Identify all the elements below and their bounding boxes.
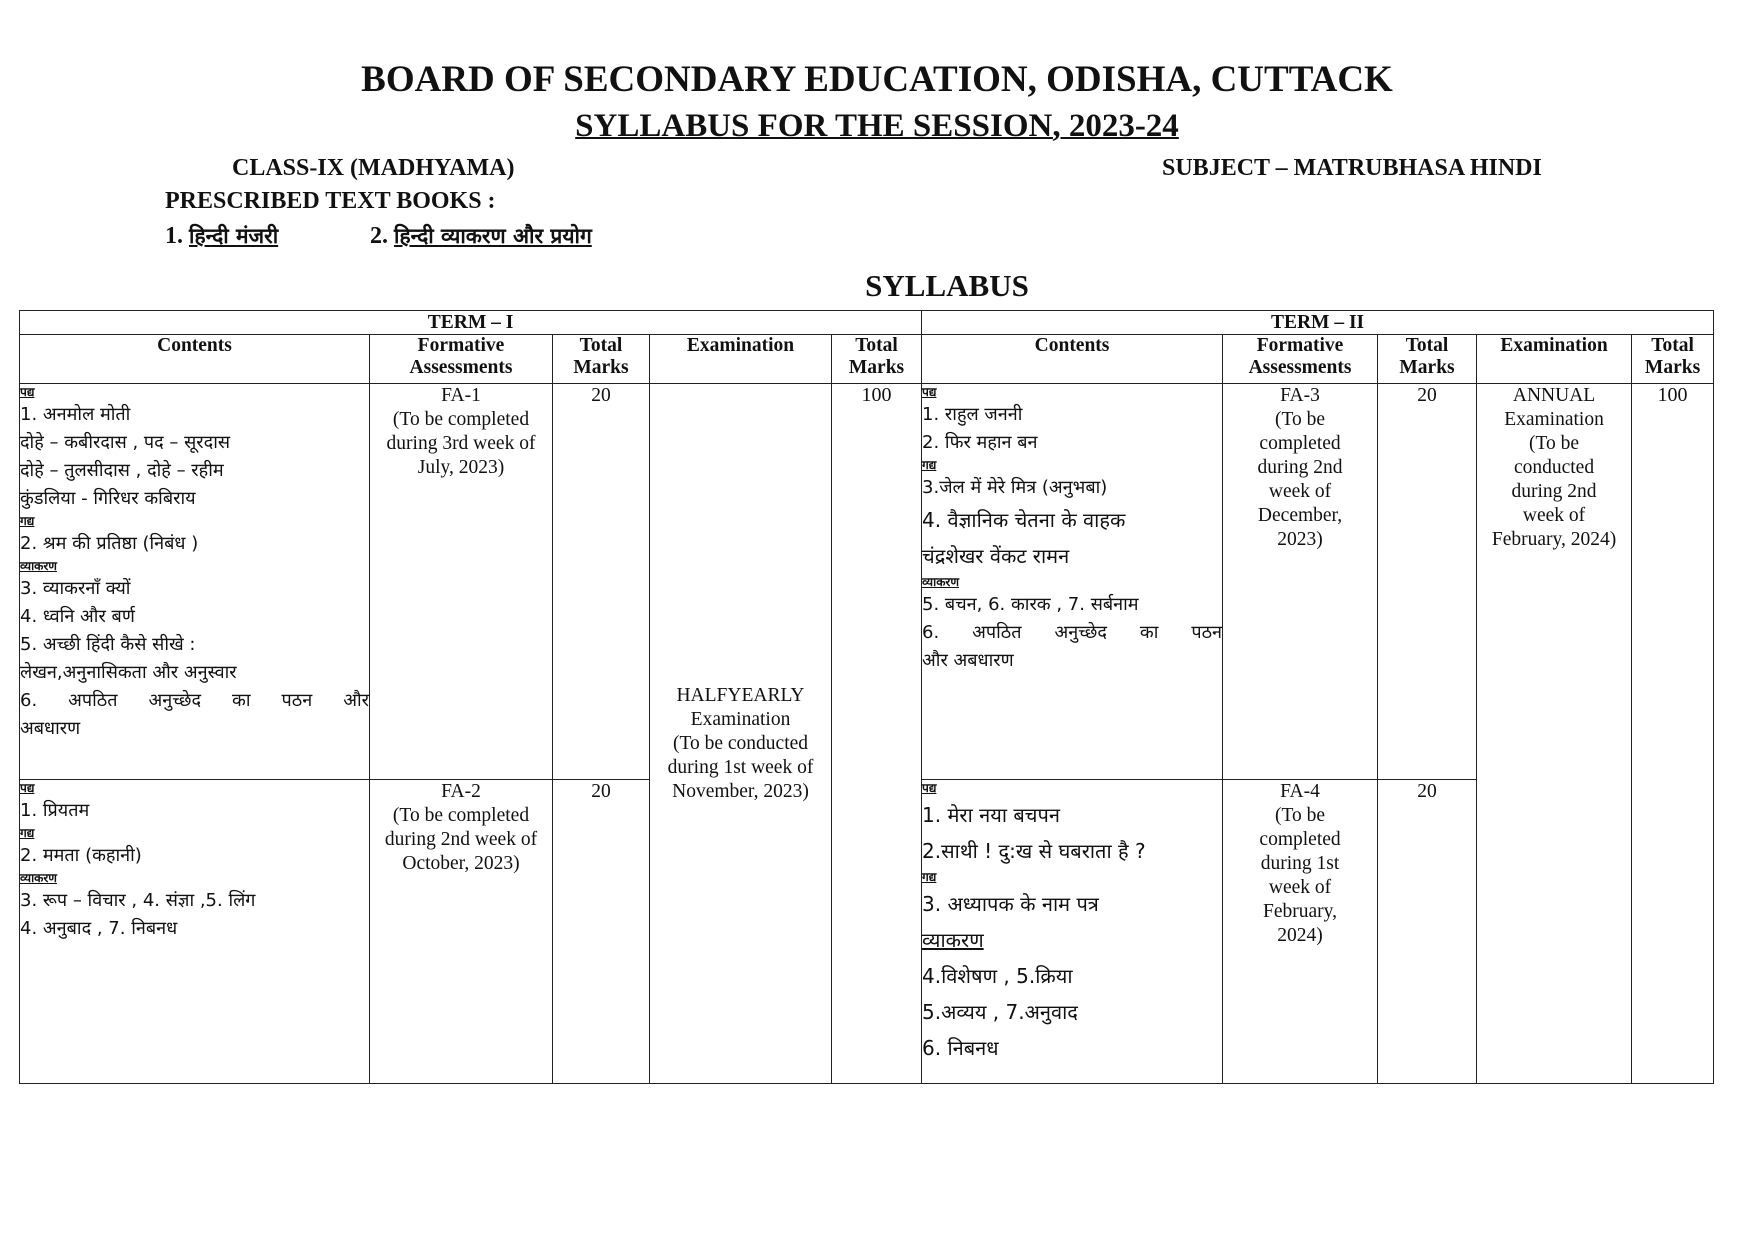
prescribed-books-label: PRESCRIBED TEXT BOOKS : bbox=[165, 188, 496, 214]
col-fa-header bbox=[1223, 335, 1378, 384]
term-2-header: TERM – II bbox=[922, 311, 1714, 335]
syllabus-item: 1. प्रियतम bbox=[20, 800, 90, 821]
section-heading: पद्य bbox=[922, 781, 937, 795]
header-line: Marks bbox=[1644, 357, 1701, 378]
syllabus-item: 6. निबनध bbox=[922, 1036, 999, 1060]
fa-cell bbox=[370, 780, 553, 1084]
section-heading: गद्य bbox=[20, 826, 35, 840]
syllabus-item: व्याकरण bbox=[922, 928, 984, 952]
header-line: Marks bbox=[573, 357, 629, 378]
syllabus-item: 2. श्रम की प्रतिष्ठा (निबंध ) bbox=[20, 533, 199, 554]
fa-description: (To be completed during 1st week of February, 2024) bbox=[1259, 805, 1341, 946]
header-line: Total bbox=[1651, 335, 1694, 356]
board-title: BOARD OF SECONDARY EDUCATION, ODISHA, CUTTACK bbox=[361, 59, 1393, 100]
syllabus-item: 3. व्याकरनाँ क्यों bbox=[20, 578, 131, 599]
section-heading: व्याकरण bbox=[20, 559, 57, 573]
textbook-1 bbox=[165, 222, 278, 250]
col-fa-header bbox=[370, 335, 553, 384]
syllabus-item: चंद्रशेखर वेंकट रामन bbox=[922, 544, 1070, 568]
header-line: Marks bbox=[848, 357, 905, 378]
section-heading: पद्य bbox=[20, 385, 35, 399]
header-line: Formative bbox=[1256, 335, 1344, 356]
section-heading: पद्य bbox=[20, 781, 35, 795]
term2-contents-cell bbox=[922, 780, 1223, 1084]
section-heading: गद्य bbox=[922, 870, 937, 884]
header-line: Marks bbox=[1399, 357, 1455, 378]
exam-cell bbox=[650, 384, 832, 1084]
syllabus-item: अबधारण bbox=[20, 718, 81, 739]
fa-description: (To be completed during 2nd week of October, 2023) bbox=[384, 805, 538, 874]
fa-name: FA-2 bbox=[441, 781, 481, 802]
syllabus-item: 1. राहुल जननी bbox=[922, 404, 1023, 425]
session-title-text: SYLLABUS FOR THE SESSION, 2023-24 bbox=[575, 108, 1179, 144]
term1-contents-cell bbox=[20, 384, 370, 780]
col-contents-header: Contents bbox=[20, 335, 370, 384]
syllabus-item: 3.जेल में मेरे मित्र (अनुभबा) bbox=[922, 477, 1108, 498]
syllabus-item: 5. बचन, 6. कारक , 7. सर्बनाम bbox=[922, 594, 1139, 615]
col-total-header bbox=[553, 335, 650, 384]
textbook-number: 1. bbox=[165, 223, 183, 249]
syllabus-item: 2.साथी ! दु:ख से घबराता है ? bbox=[922, 839, 1146, 863]
textbook-2 bbox=[370, 222, 592, 250]
col-total-header bbox=[832, 335, 922, 384]
class-label: CLASS-IX (MADHYAMA) bbox=[232, 155, 515, 181]
syllabus-item: 4. वैज्ञानिक चेतना के वाहक bbox=[922, 508, 1126, 532]
exam-title: ANNUAL bbox=[1512, 385, 1596, 406]
fa-name: FA-1 bbox=[441, 385, 481, 406]
marks-cell: 20 bbox=[1378, 384, 1477, 780]
syllabus-item: 4.विशेषण , 5.क्रिया bbox=[922, 964, 1073, 988]
fa-cell bbox=[1223, 384, 1378, 780]
total-marks-cell: 100 bbox=[832, 384, 922, 1084]
syllabus-item: लेखन,अनुनासिकता और अनुस्वार bbox=[20, 662, 237, 683]
textbook-number: 2. bbox=[370, 223, 388, 249]
term2-contents-cell bbox=[922, 384, 1223, 780]
col-total-header bbox=[1632, 335, 1714, 384]
syllabus-item: 3. रूप – विचार , 4. संज्ञा ,5. लिंग bbox=[20, 890, 256, 911]
total-marks-cell: 100 bbox=[1632, 384, 1714, 1084]
syllabus-item: 6. अपठित अनुच्छेद का पठन bbox=[922, 622, 1223, 643]
fa-description: (To be completed during 3rd week of July, 2023) bbox=[386, 409, 536, 478]
fa-cell bbox=[370, 384, 553, 780]
section-heading: व्याकरण bbox=[20, 871, 57, 885]
session-title bbox=[0, 108, 1754, 145]
syllabus-heading: SYLLABUS bbox=[865, 268, 1029, 303]
section-heading: गद्य bbox=[20, 514, 35, 528]
syllabus-item: 4. ध्वनि और बर्ण bbox=[20, 606, 135, 627]
header-line: Assessments bbox=[1248, 357, 1352, 378]
syllabus-item: दोहे – कबीरदास , पद – सूरदास bbox=[20, 432, 231, 453]
syllabus-item: 3. अध्यापक के नाम पत्र bbox=[922, 892, 1099, 916]
syllabus-item: 5. अच्छी हिंदी कैसे सीखे : bbox=[20, 634, 196, 655]
exam-description: (To be conducted during 1st week of November, 2023) bbox=[667, 732, 814, 802]
marks-cell: 20 bbox=[553, 780, 650, 1084]
textbook-name: हिन्दी मंजरी bbox=[189, 224, 279, 248]
syllabus-item: 6. अपठित अनुच्छेद का पठन और bbox=[20, 690, 369, 711]
term1-contents-cell bbox=[20, 780, 370, 1084]
fa-description: (To be completed during 2nd week of December, 2023) bbox=[1257, 409, 1343, 550]
section-heading: गद्य bbox=[922, 458, 937, 472]
syllabus-table bbox=[19, 310, 1714, 1084]
fa-name: FA-4 bbox=[1280, 781, 1320, 802]
header-line: Total bbox=[1405, 335, 1449, 356]
syllabus-item: और अबधारण bbox=[922, 650, 1014, 671]
exam-sub: Examination bbox=[690, 708, 791, 730]
header-line: Assessments bbox=[409, 357, 513, 378]
syllabus-item: कुंडलिया - गिरिधर कबिराय bbox=[20, 488, 196, 509]
exam-sub: Examination bbox=[1504, 409, 1604, 430]
section-heading: व्याकरण bbox=[922, 575, 960, 589]
exam-title: HALFYEARLY bbox=[676, 684, 805, 706]
syllabus-item: 5.अव्यय , 7.अनुवाद bbox=[922, 1000, 1078, 1024]
fa-name: FA-3 bbox=[1280, 385, 1320, 406]
col-exam-header: Examination bbox=[650, 335, 832, 384]
textbook-name: हिन्दी व्याकरण और प्रयोग bbox=[394, 224, 592, 248]
term-1-header: TERM – I bbox=[20, 311, 922, 335]
exam-cell bbox=[1477, 384, 1632, 1084]
col-total-header bbox=[1378, 335, 1477, 384]
marks-cell: 20 bbox=[1378, 780, 1477, 1084]
subject-label: SUBJECT – MATRUBHASA HINDI bbox=[1162, 155, 1542, 181]
header-line: Total bbox=[855, 335, 898, 356]
syllabus-item: दोहे – तुलसीदास , दोहे – रहीम bbox=[20, 460, 224, 481]
syllabus-item: 2. ममता (कहानी) bbox=[20, 845, 142, 866]
col-contents-header: Contents bbox=[922, 335, 1223, 384]
syllabus-item: 1. मेरा नया बचपन bbox=[922, 803, 1060, 827]
syllabus-item: 2. फिर महान बन bbox=[922, 432, 1038, 453]
header-line: Total bbox=[579, 335, 623, 356]
marks-cell: 20 bbox=[553, 384, 650, 780]
syllabus-item: 4. अनुबाद , 7. निबनध bbox=[20, 918, 178, 939]
header-line: Formative bbox=[417, 335, 505, 356]
col-exam-header: Examination bbox=[1477, 335, 1632, 384]
exam-description: (To be conducted during 2nd week of February, 2024) bbox=[1491, 433, 1617, 550]
fa-cell bbox=[1223, 780, 1378, 1084]
section-heading: पद्य bbox=[922, 385, 937, 399]
syllabus-item: 1. अनमोल मोती bbox=[20, 404, 131, 425]
